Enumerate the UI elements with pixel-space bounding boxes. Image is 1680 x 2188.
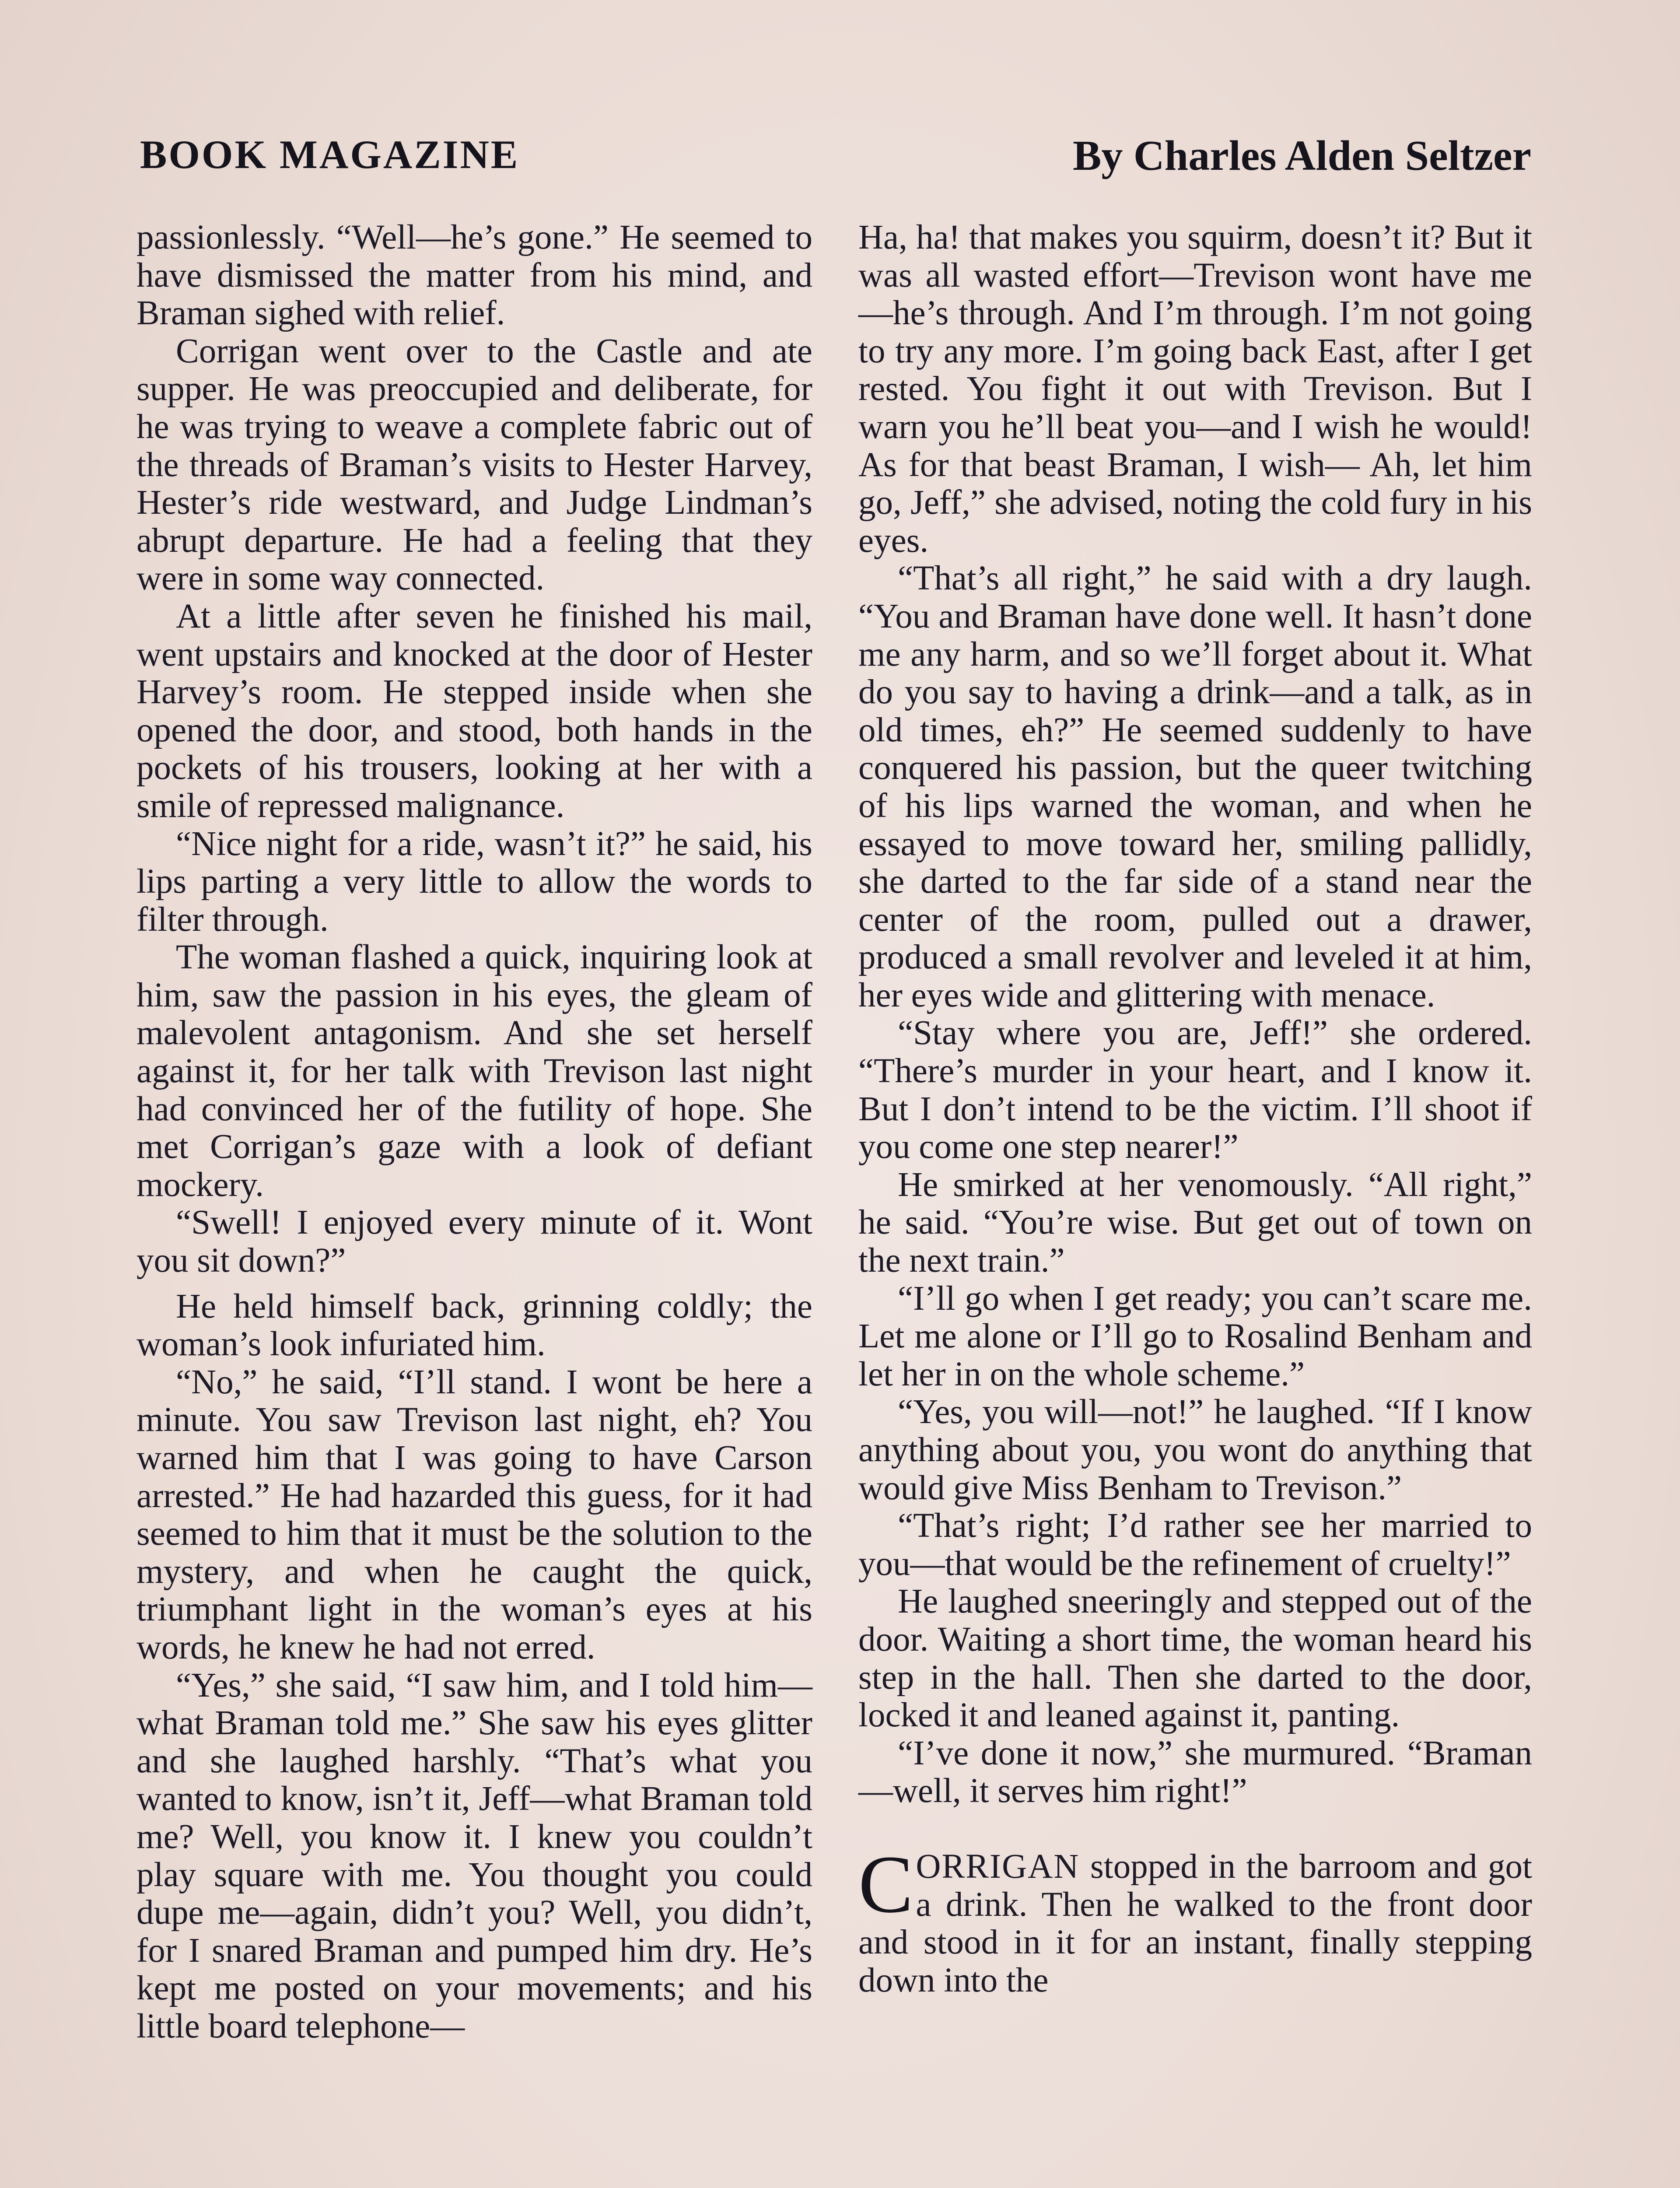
running-header xyxy=(140,131,1531,184)
paragraph: “Yes,” she said, “I saw him, and I told him—what Braman told me.” She saw his eyes glitter and she laughed harshly. “That’s what you wanted to know, isn’t it, Jeff—what Braman told me? Well, you know it. I knew you couldn’t play square with me. You thought you could dupe me—again, didn’t you? Well, you didn’t, for I snared Braman and pumped him dry. He’s kept me posted on your movements; and his little board telephone— xyxy=(136,1666,812,2045)
paragraph: He held himself back, grinning coldly; the woman’s look infuriated him. xyxy=(136,1287,812,1364)
magazine-title: BOOK MAGAZINE xyxy=(140,132,520,177)
paragraph: “Yes, you will—not!” he laughed. “If I know anything about you, you wont do anything that would give Miss Benham to Trevison.” xyxy=(858,1393,1532,1507)
paragraph: At a little after seven he finished his mail, went upstairs and knocked at the door of Hester Harvey’s room. He stepped inside when she opened the door, and stood, both hands in the pockets of his trousers, looking at her with a smile of repressed malignance. xyxy=(136,597,812,825)
paragraph: “That’s all right,” he said with a dry laugh. “You and Braman have done well. It hasn’t done me any harm, and so we’ll forget about it. What do you say to having a drink—and a talk, as in old times, eh?” He seemed suddenly to have conquered his passion, but the queer twitching of his lips warned the woman, and when he essayed to move toward her, smiling pallidly, she darted to the far side of a stand near the center of the room, pulled out a drawer, produced a small revolver and leveled it at him, her eyes wide and glittering with menace. xyxy=(858,559,1532,1014)
paragraph: Corrigan went over to the Castle and ate supper. He was preoccupied and deliberate, for he was trying to weave a complete fabric out of the threads of Braman’s visits to Hester Harvey, Hester’s ride westward, and Judge Lindman’s abrupt departure. He had a feeling that they were in some way connected. xyxy=(136,332,812,598)
paragraph: passionlessly. “Well—he’s gone.” He seemed to have dismissed the matter from his mind, and Braman sighed with relief. xyxy=(136,218,812,333)
paragraph: He smirked at her venomously. “All right,” he said. “You’re wise. But get out of town on the next train.” xyxy=(858,1165,1532,1280)
section-opening-paragraph xyxy=(858,1838,1532,1999)
section-text: stopped in the barroom and got a drink. Then he walked to the front door and stood in it for an instant, finally stepping down into the xyxy=(858,1847,1532,1999)
author-byline: By Charles Alden Seltzer xyxy=(1073,132,1531,179)
paragraph: He laughed sneeringly and stepped out of the door. Waiting a short time, the woman heard his step in the hall. Then she darted to the door, locked it and leaned against it, panting. xyxy=(858,1582,1532,1735)
paragraph: The woman flashed a quick, inquiring look at him, saw the passion in his eyes, the gleam of malevolent antagonism. And she set herself against it, for her talk with Trevison last night had convinced her of the futility of hope. She met Corrigan’s gaze with a look of defiant mockery. xyxy=(136,938,812,1204)
right-column xyxy=(858,219,1532,1999)
drop-cap: C xyxy=(858,1838,914,1930)
paragraph: “No,” he said, “I’ll stand. I wont be here a minute. You saw Trevison last night, eh? You warned him that I was going to have Carson arrested.” He had hazarded this guess, for it had seemed to him that it must be the solution to the mystery, and when he caught the quick, triumphant light in the woman’s eyes at his words, he knew he had not erred. xyxy=(136,1363,812,1666)
paragraph: “Swell! I enjoyed every minute of it. Wont you sit down?” xyxy=(136,1203,812,1280)
section-lead-word: ORRIGAN xyxy=(916,1847,1080,1886)
paragraph: “Nice night for a ride, wasn’t it?” he said, his lips parting a very little to allow the words to filter through. xyxy=(136,824,812,939)
paragraph: “I’ve done it now,” she murmured. “Braman—well, it serves him right!” xyxy=(858,1734,1532,1810)
paragraph: “That’s right; I’d rather see her married to you—that would be the refinement of cruelty!” xyxy=(858,1507,1532,1583)
left-column xyxy=(136,219,812,2046)
paragraph: “Stay where you are, Jeff!” she ordered. “There’s murder in your heart, and I know it. But I don’t intend to be the victim. I’ll shoot if you come one step nearer!” xyxy=(858,1014,1532,1166)
paragraph: “I’ll go when I get ready; you can’t scare me. Let me alone or I’ll go to Rosalind Benham and let her in on the whole scheme.” xyxy=(858,1279,1532,1393)
paragraph: Ha, ha! that makes you squirm, doesn’t it? But it was all wasted effort—Trevison wont have me—he’s through. And I’m through. I’m not going to try any more. I’m going back East, after I get rested. You fight it out with Trevison. But I warn you he’ll beat you—and I wish he would! As for that beast Braman, I wish— Ah, let him go, Jeff,” she advised, noting the cold fury in his eyes. xyxy=(858,218,1532,560)
